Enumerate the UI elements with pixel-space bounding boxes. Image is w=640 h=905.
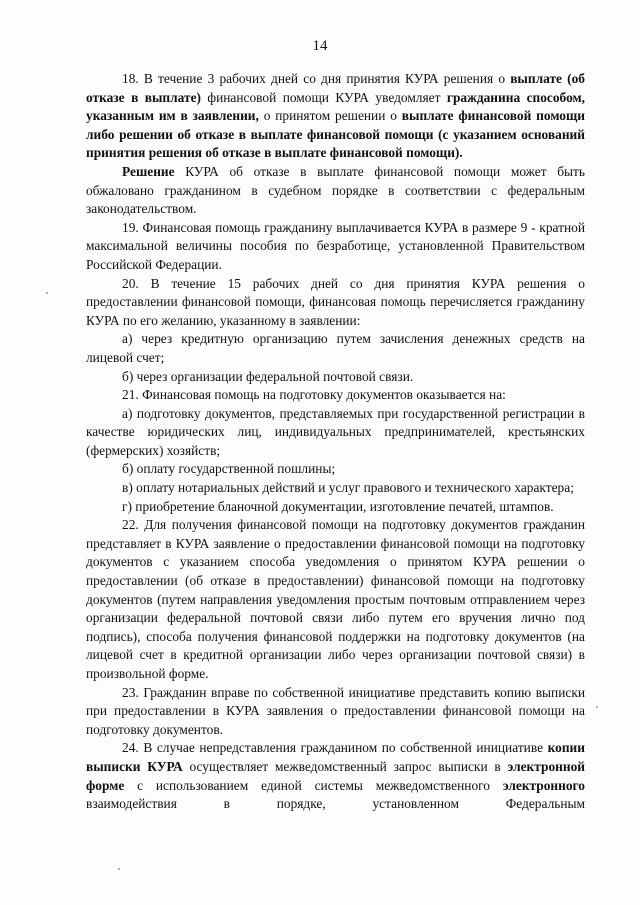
paragraph-18 (86, 70, 585, 163)
paragraph-22: 22. Для получения финансовой помощи на подготовку документов гражданин представляет в КУРА заявление о предоставлении финансовой помощи на подготовку документов с указанием способа уведомления о принятом КУРА решении о предоставлении (об отказе в предоставлении) финансовой помощи на подготовку документов (путем направления уведомления простым почтовым отправлением через организации федеральной почтовой связи либо путем его вручения лично под подпись), способа получения финансовой поддержки на подготовку документов (на лицевой счет в кредитной организации либо через организации почтовой связи) в произвольной форме. (86, 517, 585, 681)
p18b-bold: Решение (122, 163, 175, 179)
page-number: 14 (312, 38, 328, 54)
paragraph-20: 20. В течение 15 рабочих дней со дня принятия КУРА решения о предоставлении финансовой помощи, финансовая помощь перечисляется гражданину КУРА по его желанию, указанному в заявлении: (86, 275, 585, 328)
p24-text-1: 24. В случае непредставления гражданином по собственной инициативе (122, 740, 544, 756)
p24-text-2: осуществляет межведомственный запрос выписки в (182, 758, 501, 774)
paragraph-21-c: в) оплату нотариальных действий и услуг правового и технического характера; (122, 480, 574, 496)
p18-text-2: финансовой помощи КУРА уведомляет (200, 89, 441, 105)
p24-bold-1: копии выписки КУРА (86, 740, 585, 774)
paragraph-21-d: г) приобретение бланочной документации, изготовление печатей, штампов. (122, 498, 554, 514)
paragraph-18-appeal (86, 163, 585, 219)
paragraph-21-b: б) оплату государственной пошлины; (122, 461, 336, 477)
paragraph-23: 23. Гражданин вправе по собственной инициативе представить копию выписки при предоставлении в КУРА заявления о предоставлении финансовой помощи на подготовку документов. (86, 684, 585, 737)
p18-bold-2: гражданина способом, указанным им в заявлении, (86, 89, 585, 124)
p18-bold-3: выплате финансовой помощи либо решении об отказе в выплате финансовой помощи (с указанием оснований принятия решения об отказе в выплате финансовой помощи). (86, 108, 585, 161)
paragraph-24 (86, 739, 585, 813)
scan-speck (118, 868, 120, 870)
p24-bold-3: электронного (502, 777, 585, 793)
paragraph-19: 19. Финансовая помощь гражданину выплачивается КУРА в размере 9 - кратной максимальной величины пособия по безработице, установленной Правительством Российской Федерации. (86, 219, 585, 272)
p24-bold-2: электронной форме (86, 758, 585, 793)
paragraph-20-a: а) через кредитную организацию путем зачисления денежных средств на лицевой счет; (86, 331, 585, 365)
p24-text-4: взаимодействия в порядке, установленном Федеральным (86, 796, 585, 812)
paragraph-21-a: а) подготовку документов, представляемых при государственной регистрации в качестве юридических лиц, индивидуальных предпринимателей, крестьянских (фермерских) хозяйств; (86, 405, 585, 458)
paragraph-20-b: б) через организации федеральной почтовой связи. (122, 368, 414, 384)
p18-text-1: 18. В течение 3 рабочих дней со дня принятия КУРА решения о (122, 71, 506, 86)
scan-speck (596, 706, 598, 708)
document-body (86, 70, 585, 814)
p18-bold-1: выплате (об отказе в выплате) (86, 71, 585, 105)
p18b-text: КУРА об отказе в выплате финансовой помощи может быть обжаловано гражданином в судебном порядке в соответствии с федеральным законодательством. (86, 163, 585, 217)
p18-text-3: о принятом решении о (258, 108, 397, 124)
p24-text-3: с использованием единой системы межведомственного (124, 777, 490, 793)
paragraph-21: 21. Финансовая помощь на подготовку документов оказывается на: (122, 387, 506, 403)
scan-speck (46, 292, 48, 294)
